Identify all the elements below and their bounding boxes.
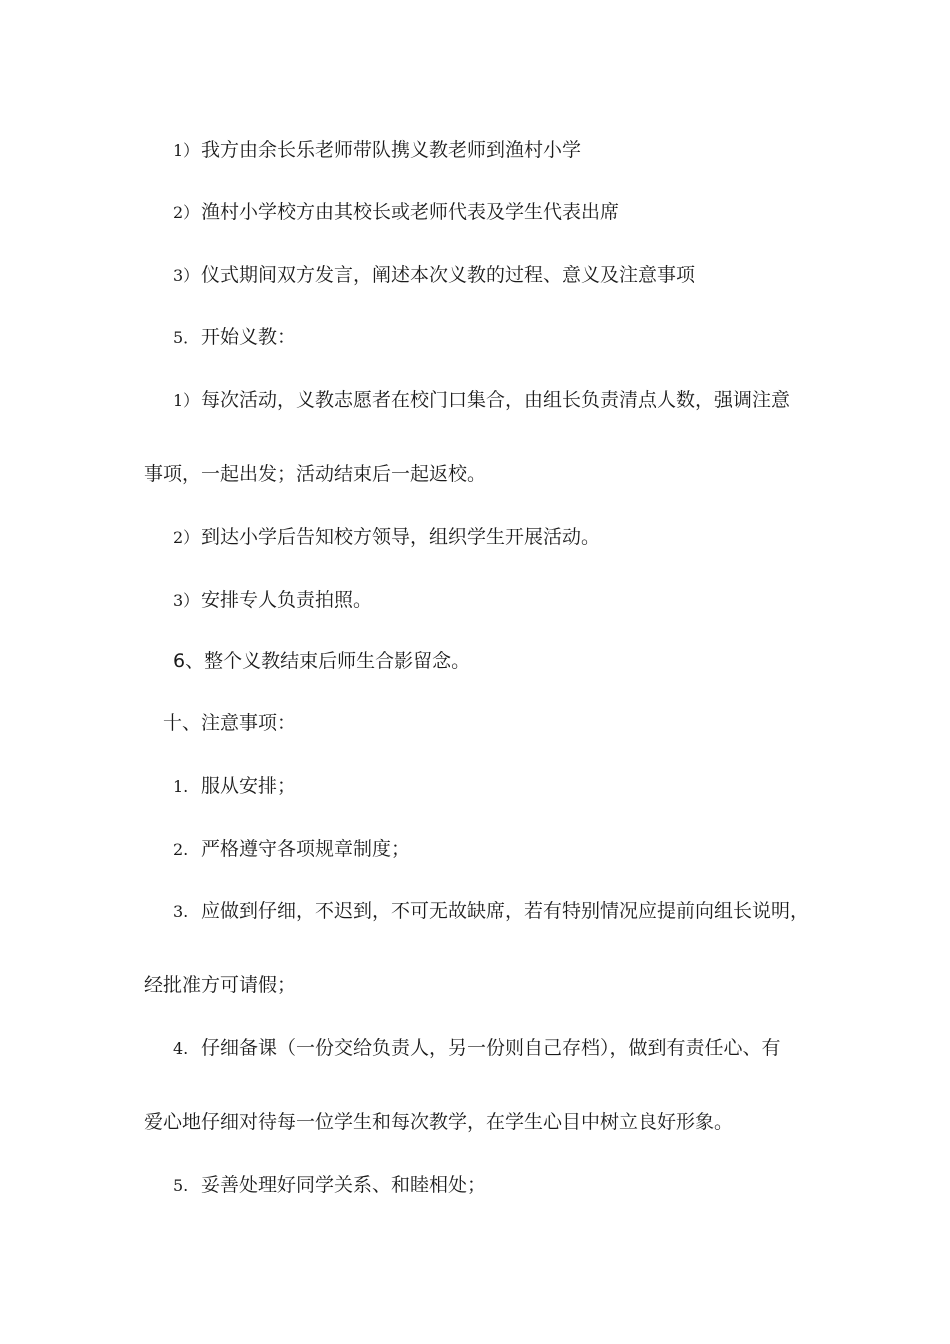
line-text: 仔细备课（一份交给负责人，另一份则自己存档），做到有责任心、有 [201, 1037, 781, 1059]
line-text: 我方由余长乐老师带队携义教老师到渔村小学 [201, 139, 582, 161]
list-marker: 1. [173, 777, 189, 796]
text-line [173, 1036, 781, 1061]
list-marker: 1） [173, 391, 200, 410]
list-marker: 5． [173, 328, 200, 347]
list-marker: 3） [173, 591, 200, 610]
list-marker: 2） [173, 528, 200, 547]
line-text: 妥善处理好同学关系、和睦相处； [201, 1174, 487, 1196]
line-text: 服从安排； [201, 775, 297, 797]
list-marker: 3） [173, 266, 200, 285]
list-marker: 3. [173, 902, 189, 921]
line-text: 爱心地仔细对待每一位学生和每次教学，在学生心目中树立良好形象。 [144, 1111, 734, 1133]
text-line [173, 263, 695, 288]
text-line [173, 325, 296, 350]
line-text: 6、整个义教结束后师生合影留念。 [173, 650, 471, 672]
list-marker: 1） [173, 141, 200, 160]
line-text: 到达小学后告知校方领导，组织学生开展活动。 [201, 526, 601, 548]
text-line [173, 899, 809, 924]
line-text: 应做到仔细，不迟到，不可无故缺席，若有特别情况应提前向组长说明， [201, 900, 810, 922]
text-line [173, 200, 619, 225]
text-line [173, 837, 410, 862]
line-text: 严格遵守各项规章制度； [201, 838, 411, 860]
text-line [173, 138, 581, 163]
list-marker: 2. [173, 840, 189, 859]
line-text: 经批准方可请假； [144, 974, 297, 996]
list-marker: 2） [173, 203, 200, 222]
text-line [173, 649, 470, 673]
line-text: 开始义教： [201, 326, 297, 348]
line-text: 每次活动，义教志愿者在校门口集合，由组长负责清点人数，强调注意 [201, 389, 791, 411]
text-line [173, 588, 372, 613]
line-text: 事项，一起出发；活动结束后一起返校。 [144, 463, 487, 485]
text-line [173, 525, 600, 550]
text-line [173, 388, 790, 413]
line-text: 十、注意事项： [163, 712, 297, 734]
section-heading [163, 711, 296, 735]
list-marker: 5. [173, 1176, 189, 1195]
text-line [173, 774, 296, 799]
text-line [144, 462, 486, 486]
list-marker: 4. [173, 1039, 189, 1058]
line-text: 仪式期间双方发言，阐述本次义教的过程、意义及注意事项 [201, 264, 696, 286]
line-text: 安排专人负责拍照。 [201, 589, 373, 611]
text-line [144, 973, 296, 997]
text-line [173, 1173, 486, 1198]
text-line [144, 1110, 733, 1134]
line-text: 渔村小学校方由其校长或老师代表及学生代表出席 [201, 201, 620, 223]
